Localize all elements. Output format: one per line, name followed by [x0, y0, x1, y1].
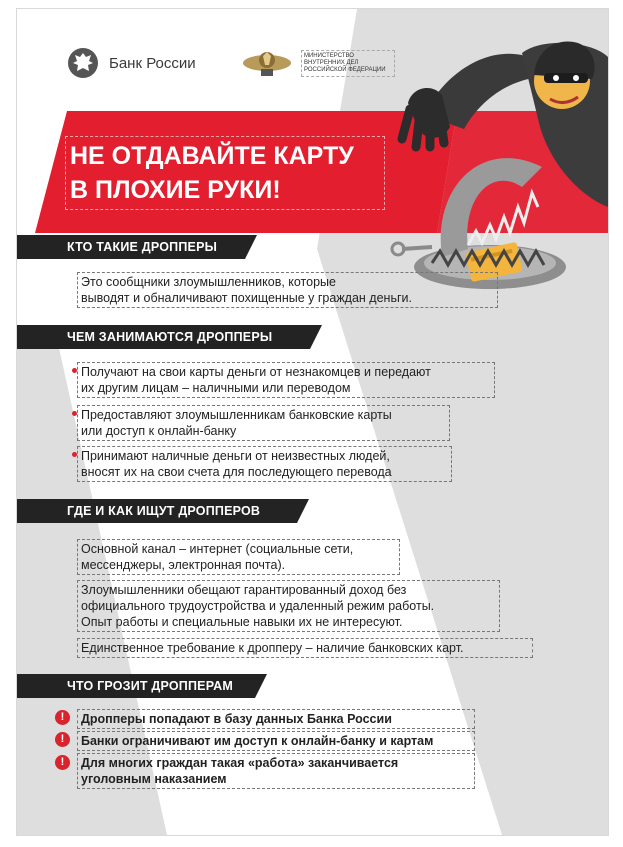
warning-icon: ! — [55, 732, 70, 747]
section-who-text — [77, 272, 498, 308]
section-where-title: ГДЕ И КАК ИЩУТ ДРОППЕРОВ — [67, 504, 261, 518]
what-item-2-line1: Предоставляют злоумышленникам банковские карты — [81, 408, 392, 422]
section-what-title: ЧЕМ ЗАНИМАЮТСЯ ДРОППЕРЫ — [67, 330, 273, 344]
what-item-2 — [77, 405, 450, 441]
what-item-3 — [77, 446, 452, 482]
headline-line2: В ПЛОХИЕ РУКИ! — [70, 176, 281, 204]
section-who-header — [17, 235, 257, 259]
threat-item-1 — [77, 709, 475, 729]
section-threat-header — [17, 674, 267, 698]
what-item-3-line1: Принимают наличные деньги от неизвестных людей, — [81, 449, 390, 463]
bank-name: Банк России — [109, 54, 196, 72]
where-p1-line2: мессенджеры, электронная почта). — [81, 558, 286, 572]
headline — [65, 136, 385, 210]
poster — [16, 8, 609, 836]
threat-item-1-line1: Дропперы попадают в базу данных Банка России — [81, 712, 392, 726]
thief-bear-trap-icon — [372, 17, 608, 312]
where-p3: Единственное требование к дропперу – наличие банковских карт. — [81, 641, 464, 655]
where-paragraph-3 — [77, 638, 533, 658]
what-item-1-line1: Получают на свои карты деньги от незнакомцев и передают — [81, 365, 431, 379]
warning-icon: ! — [55, 710, 70, 725]
what-item-2-line2: или доступ к онлайн-банку — [81, 424, 237, 438]
threat-item-2-line1: Банки ограничивают им доступ к онлайн-банку и картам — [81, 734, 434, 748]
what-item-1 — [77, 362, 495, 398]
threat-item-3-line2: уголовным наказанием — [81, 772, 227, 786]
what-item-1-line2: их другим лицам – наличными или переводом — [81, 381, 351, 395]
where-p2-line2: официального трудоустройства и удаленный режим работы. — [81, 599, 435, 613]
where-p2-line3: Опыт работы и специальные навыки их не интересуют. — [81, 615, 403, 629]
where-paragraph-1 — [77, 539, 400, 575]
bank-logo — [67, 47, 196, 79]
threat-item-3-line1: Для многих граждан такая «работа» заканчивается — [81, 756, 399, 770]
section-threat-title: ЧТО ГРОЗИТ ДРОППЕРАМ — [67, 679, 233, 693]
threat-item-3 — [77, 753, 475, 789]
who-line-1: Это сообщники злоумышленников, которые — [81, 275, 336, 289]
section-who-title: КТО ТАКИЕ ДРОППЕРЫ — [67, 240, 218, 254]
ministry-name: МИНИСТЕРСТВО ВНУТРЕННИХ ДЕЛ РОССИЙСКОЙ ФЕДЕРАЦИИ — [301, 50, 395, 77]
section-where-header — [17, 499, 309, 523]
where-p2-line1: Злоумышленники обещают гарантированный доход без — [81, 583, 407, 597]
warning-icon: ! — [55, 755, 70, 770]
eagle-emblem-icon — [67, 47, 99, 79]
what-item-3-line2: вносят их на свои счета для последующего перевода — [81, 465, 392, 479]
police-emblem-icon — [241, 47, 293, 79]
section-what-header — [17, 325, 322, 349]
where-paragraph-2 — [77, 580, 500, 632]
who-line-2: выводят и обналичивают похищенные у граждан деньги. — [81, 291, 412, 305]
headline-line1: НЕ ОТДАВАЙТЕ КАРТУ — [70, 142, 354, 170]
threat-item-2 — [77, 731, 475, 751]
where-p1-line1: Основной канал – интернет (социальные сети, — [81, 542, 354, 556]
